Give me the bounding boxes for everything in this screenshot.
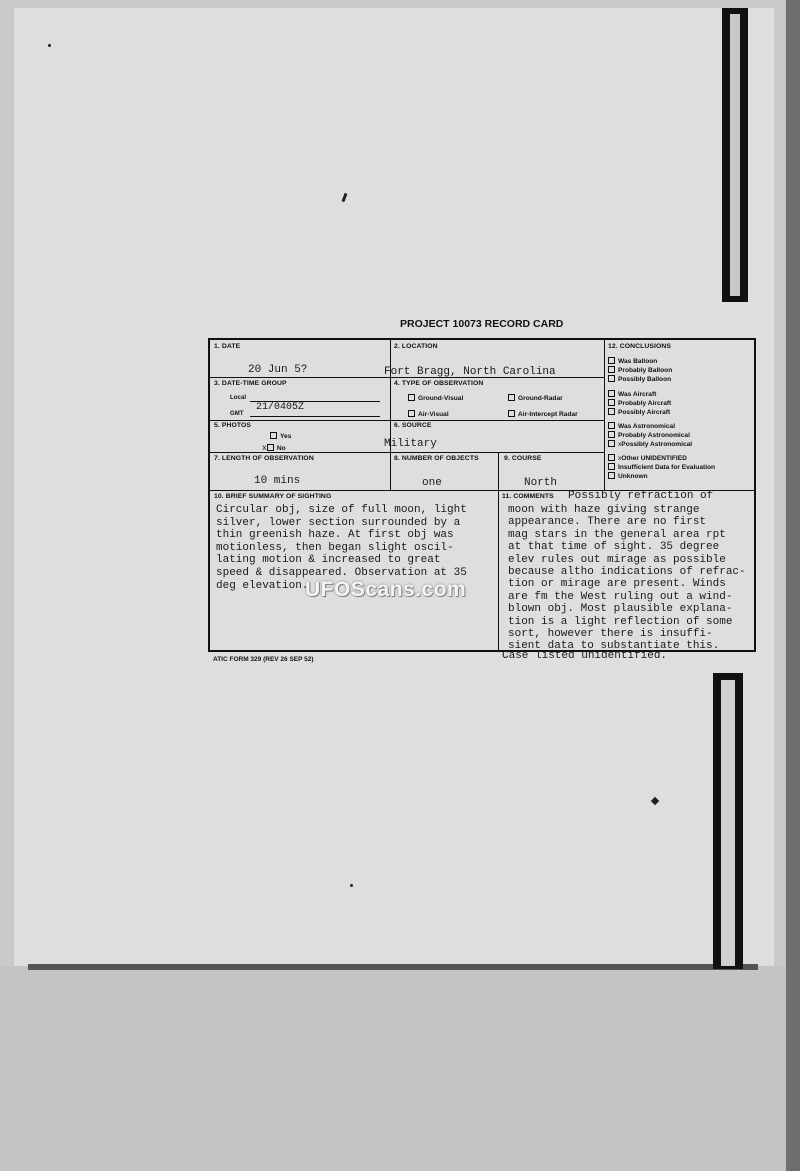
binding-tab-bottom-inner — [721, 680, 735, 966]
air-intercept-radar-option: Air-Intercept Radar — [508, 410, 578, 418]
conclusion-option: Was Aircraft Probably Aircraft Possibly Aircraft — [608, 390, 671, 417]
summary-line: motionless, then began slight oscil- — [216, 541, 454, 554]
page-fold-line — [28, 964, 758, 970]
comments-line: appearance. There are no first — [508, 516, 707, 529]
comments-line: are fm the West ruling out a wind- — [508, 590, 733, 603]
comments-line: mag stars in the general area rpt — [508, 528, 726, 541]
scan-right-edge — [786, 0, 800, 1171]
comments-line: tion is a light reflection of some — [508, 615, 733, 628]
summary-label: 10. BRIEF SUMMARY OF SIGHTING — [214, 493, 332, 500]
grid-line — [210, 420, 604, 421]
comments-line: blown obj. Most plausible explana- — [508, 603, 733, 616]
number-of-objects-label: 8. NUMBER OF OBJECTS — [394, 455, 479, 462]
form-code: ATIC FORM 329 (REV 26 SEP 52) — [213, 656, 314, 663]
source-label: 6. SOURCE — [394, 422, 432, 429]
summary-line: Circular obj, size of full moon, light — [216, 504, 467, 516]
ground-radar-option: Ground-Radar — [508, 394, 563, 402]
grid-line — [390, 340, 391, 490]
grid-line — [498, 452, 499, 490]
date-label: 1. DATE — [214, 343, 241, 350]
photos-label: 5. PHOTOS — [214, 422, 252, 429]
comments-line: because altho indications of refrac- — [508, 566, 746, 579]
comments-line: elev rules out mirage as possible — [508, 553, 726, 566]
watermark: UFOScans.com — [305, 578, 467, 601]
summary-line: thin greenish haze. At first obj was — [216, 529, 454, 542]
comments-first-line: Possibly refraction of — [568, 490, 714, 502]
local-label: Local — [230, 395, 247, 401]
conclusions-label: 12. CONCLUSIONS — [608, 343, 672, 350]
gmt-underline — [250, 416, 380, 417]
conclusion-option: Was Balloon Probably Balloon Possibly Balloon — [608, 357, 672, 384]
comments-last-line: Case listed unidentified. — [502, 650, 668, 662]
conclusion-option: xOther UNIDENTIFIED Insufficient Data for Evaluation Unknown — [608, 454, 715, 481]
comments-line: moon with haze giving strange — [508, 504, 700, 516]
scan-speck — [350, 884, 353, 887]
comments-line: tion or mirage are present. Winds — [508, 578, 726, 591]
location-value: Fort Bragg, North Carolina — [384, 366, 556, 378]
comments-line: sient data to substantiate this. — [508, 640, 720, 653]
summary-line: silver, lower section surrounded by a — [216, 516, 461, 529]
source-value: Military — [384, 438, 437, 450]
air-visual-option: Air-Visual — [408, 410, 449, 418]
course-label: 9. COURSE — [504, 455, 542, 462]
type-of-observation-label: 4. TYPE OF OBSERVATION — [394, 380, 484, 387]
summary-line: speed & disappeared. Observation at 35 — [216, 566, 467, 579]
conclusion-option: Was Astronomical Probably Astronomical xPossibly Astronomical — [608, 422, 692, 449]
scan-speck — [48, 44, 51, 47]
course-value: North — [524, 477, 558, 489]
length-value: 10 mins — [254, 475, 301, 487]
length-label: 7. LENGTH OF OBSERVATION — [214, 455, 314, 462]
scan-bottom-strip — [0, 966, 800, 1171]
record-card — [208, 338, 756, 652]
comments-label: 11. COMMENTS — [502, 493, 554, 500]
comments-text — [508, 504, 778, 653]
summary-line: lating motion & increased to great — [216, 554, 441, 567]
summary-line: deg elevation. — [216, 579, 309, 592]
comments-line: at that time of sight. 35 degree — [508, 541, 720, 554]
photos-yes-option: Yes — [270, 432, 291, 440]
ground-visual-option: Ground-Visual — [408, 394, 463, 402]
gmt-value: 21/0405Z — [256, 402, 305, 413]
photos-no-option: x No — [262, 444, 286, 453]
location-label: 2. LOCATION — [394, 343, 438, 350]
date-time-group-label: 3. DATE-TIME GROUP — [214, 380, 287, 387]
card-title: PROJECT 10073 RECORD CARD — [400, 318, 564, 330]
comments-line: sort, however there is insuffi- — [508, 628, 713, 641]
grid-line — [604, 340, 605, 490]
number-of-objects-value: one — [422, 477, 442, 489]
gmt-label: GMT — [230, 411, 244, 417]
date-value: 20 Jun 5? — [248, 364, 308, 376]
binding-tab-top-inner — [730, 14, 740, 296]
